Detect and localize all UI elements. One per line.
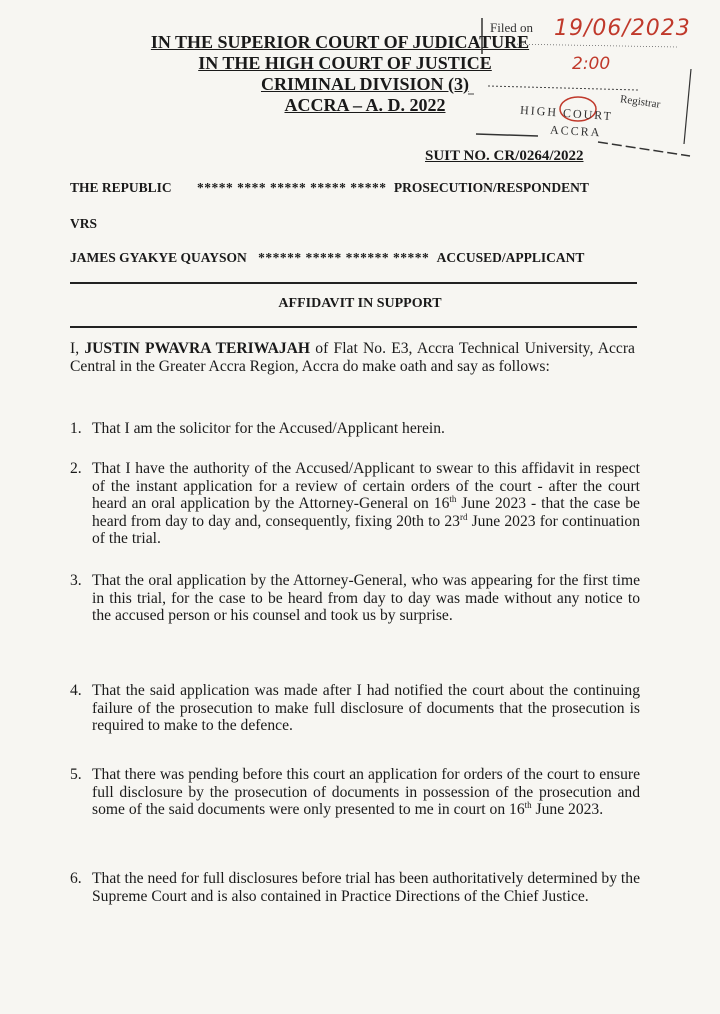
defendant-stars: ****** ***** ****** ***** (258, 250, 430, 265)
defendant-row (70, 250, 584, 266)
plaintiff-row (70, 180, 589, 196)
stamp-registrar: Registrar (619, 93, 661, 111)
versus-label: VRS (70, 216, 98, 231)
paragraph-number: 4. (70, 682, 82, 699)
paragraph-number: 3. (70, 572, 82, 589)
stamp-filed-date: 19/06/2023 (554, 16, 691, 41)
paragraph-text: That there was pending before this court an application for orders of the court to ensure full disclosure by the prosecution of documents in possession of the prosecution and some of the said documents were only presented to me in court on 16th June 2023. (92, 766, 640, 818)
intro-paragraph (70, 340, 635, 375)
intro-rest: of Flat No. E3, Accra Technical University, Accra Central in the Greater Accra Region, Accra do make oath and say as follows: (70, 340, 635, 375)
defendant-role: ACCUSED/APPLICANT (436, 250, 585, 265)
stamp-city: ACCRA (549, 122, 602, 140)
paragraph-6 (70, 870, 640, 905)
paragraph-number: 5. (70, 766, 82, 783)
paragraph-number: 2. (70, 460, 82, 477)
suit-number: SUIT NO. CR/0264/2022 (425, 148, 584, 164)
paragraph-text: That I have the authority of the Accused/Applicant to swear to this affidavit in respect of the instant application for a review of certain orders of the court - after the court heard an oral application by the Attorney-General on 16th June 2023 - that the case be heard from day to day and, consequently, fixing 20th to 23rd June 2023 for continuation of the trial. (92, 460, 640, 547)
court-header-line-3: CRIMINAL DIVISION (3) (260, 74, 470, 94)
stamp-filed-label: Filed on (490, 20, 533, 35)
filing-stamp (468, 14, 698, 164)
paragraph-3 (70, 572, 640, 625)
paragraph-4 (70, 682, 640, 735)
paragraph-2 (70, 460, 640, 548)
deponent-name: JUSTIN PWAVRA TERIWAJAH (84, 340, 311, 357)
paragraph-text: That I am the solicitor for the Accused/Applicant herein. (92, 420, 445, 437)
stamp-time: 2:00 (572, 54, 611, 74)
defendant-name: JAMES GYAKYE QUAYSON (70, 250, 247, 265)
court-header-line-4: ACCRA – A. D. 2022 (284, 95, 446, 115)
paragraph-text: That the said application was made after I had notified the court about the continuing failure of the prosecution to make full disclosure of documents that the prosecution is required to make to the defence. (92, 682, 640, 734)
paragraph-text: That the oral application by the Attorney-General, who was appearing for the first time in this trial, for the case to be heard from day to day was made without any notice to the accused person or his counsel and took us by surprise. (92, 572, 640, 624)
paragraph-text: That the need for full disclosures before trial has been authoritatively determined by the Supreme Court and is also contained in Practice Directions of the Chief Justice. (92, 870, 640, 905)
plaintiff-stars: ***** **** ***** ***** ***** (197, 180, 387, 195)
document-title: AFFIDAVIT IN SUPPORT (278, 296, 442, 311)
divider-bottom (70, 326, 637, 328)
plaintiff-name: THE REPUBLIC (70, 180, 172, 195)
plaintiff-role: PROSECUTION/RESPONDENT (393, 180, 589, 195)
paragraph-number: 1. (70, 420, 82, 437)
divider-top (70, 282, 637, 284)
paragraph-number: 6. (70, 870, 82, 887)
stamp-court: HIGH COURT (519, 102, 614, 124)
court-header-line-1: IN THE SUPERIOR COURT OF JUDICATURE (150, 32, 530, 52)
paragraph-1 (70, 420, 640, 438)
court-header-line-2: IN THE HIGH COURT OF JUSTICE (198, 53, 492, 73)
paragraph-5 (70, 766, 640, 819)
intro-prefix: I, (70, 340, 85, 357)
